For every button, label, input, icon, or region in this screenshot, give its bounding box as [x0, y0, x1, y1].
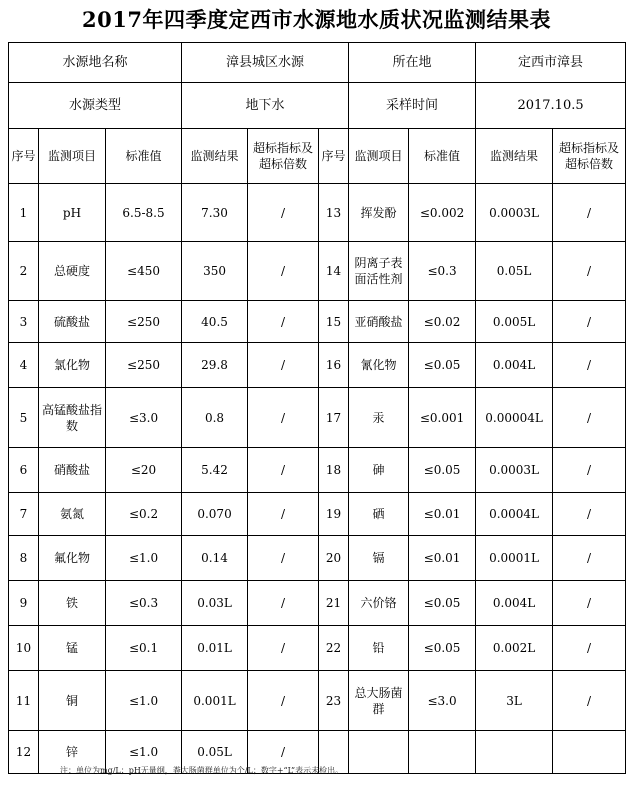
left-result-cell: 350: [182, 242, 248, 301]
left-no-cell: 2: [9, 242, 39, 301]
info-row-type: [9, 83, 626, 129]
header-item-left: 监测项目: [39, 129, 106, 184]
right-exceed-cell: /: [553, 343, 626, 388]
page-title: 2017年四季度定西市水源地水质状况监测结果表: [82, 7, 551, 32]
right-exceed-cell: /: [553, 671, 626, 731]
right-result-cell: 0.002L: [476, 626, 553, 671]
sample-time-label: 采样时间: [349, 83, 476, 129]
left-item-cell: 铁: [39, 581, 106, 626]
left-exceed-cell: /: [248, 343, 319, 388]
left-std-cell: ≤1.0: [106, 671, 182, 731]
left-exceed-cell: /: [248, 493, 319, 536]
left-no-cell: 3: [9, 301, 39, 343]
right-result-cell: 0.05L: [476, 242, 553, 301]
table-row: [9, 671, 626, 731]
right-item-cell: 挥发酚: [349, 184, 409, 242]
right-std-cell: [409, 731, 476, 774]
right-result-cell: [476, 731, 553, 774]
left-item-cell: 氟化物: [39, 536, 106, 581]
right-std-cell: ≤0.05: [409, 626, 476, 671]
table-row: [9, 242, 626, 301]
info-row-name: [9, 43, 626, 83]
right-no-cell: 14: [319, 242, 349, 301]
right-result-cell: 3L: [476, 671, 553, 731]
right-exceed-cell: /: [553, 242, 626, 301]
left-no-cell: 10: [9, 626, 39, 671]
left-result-cell: 0.01L: [182, 626, 248, 671]
right-item-cell: 汞: [349, 388, 409, 448]
left-exceed-cell: /: [248, 626, 319, 671]
left-std-cell: ≤450: [106, 242, 182, 301]
right-item-cell: 阴离子表面活性剂: [349, 242, 409, 301]
right-item-cell: 亚硝酸盐: [349, 301, 409, 343]
right-no-cell: 19: [319, 493, 349, 536]
left-exceed-cell: /: [248, 536, 319, 581]
right-no-cell: 17: [319, 388, 349, 448]
right-result-cell: 0.0003L: [476, 184, 553, 242]
header-row: [9, 129, 626, 184]
left-no-cell: 1: [9, 184, 39, 242]
left-item-cell: 锌: [39, 731, 106, 774]
left-std-cell: ≤250: [106, 343, 182, 388]
left-exceed-cell: /: [248, 301, 319, 343]
right-item-cell: 镉: [349, 536, 409, 581]
right-no-cell: 16: [319, 343, 349, 388]
left-std-cell: ≤250: [106, 301, 182, 343]
right-item-cell: 硒: [349, 493, 409, 536]
left-no-cell: 12: [9, 731, 39, 774]
right-exceed-cell: /: [553, 536, 626, 581]
left-exceed-cell: /: [248, 448, 319, 493]
right-result-cell: 0.0003L: [476, 448, 553, 493]
left-exceed-cell: /: [248, 388, 319, 448]
right-std-cell: ≤0.05: [409, 448, 476, 493]
left-std-cell: ≤1.0: [106, 536, 182, 581]
header-standard-right: 标准值: [409, 129, 476, 184]
right-exceed-cell: /: [553, 184, 626, 242]
right-item-cell: 氰化物: [349, 343, 409, 388]
header-result-left: 监测结果: [182, 129, 248, 184]
right-result-cell: 0.005L: [476, 301, 553, 343]
right-std-cell: ≤0.05: [409, 343, 476, 388]
right-no-cell: 21: [319, 581, 349, 626]
left-item-cell: 高锰酸盐指数: [39, 388, 106, 448]
left-std-cell: ≤0.1: [106, 626, 182, 671]
left-result-cell: 0.8: [182, 388, 248, 448]
right-exceed-cell: /: [553, 626, 626, 671]
right-exceed-cell: /: [553, 493, 626, 536]
left-result-cell: 0.070: [182, 493, 248, 536]
right-no-cell: 20: [319, 536, 349, 581]
left-no-cell: 4: [9, 343, 39, 388]
right-result-cell: 0.0004L: [476, 493, 553, 536]
right-std-cell: ≤0.05: [409, 581, 476, 626]
left-result-cell: 0.001L: [182, 671, 248, 731]
right-no-cell: 15: [319, 301, 349, 343]
header-exceed-left: 超标指标及超标倍数: [248, 129, 319, 184]
left-item-cell: 铜: [39, 671, 106, 731]
left-no-cell: 6: [9, 448, 39, 493]
right-std-cell: ≤0.3: [409, 242, 476, 301]
left-no-cell: 11: [9, 671, 39, 731]
right-std-cell: ≤0.01: [409, 493, 476, 536]
left-result-cell: 0.14: [182, 536, 248, 581]
right-exceed-cell: /: [553, 448, 626, 493]
left-result-cell: 0.03L: [182, 581, 248, 626]
table-body: [9, 43, 626, 774]
left-std-cell: 6.5-8.5: [106, 184, 182, 242]
right-no-cell: 22: [319, 626, 349, 671]
right-std-cell: ≤0.01: [409, 536, 476, 581]
results-table: [8, 42, 626, 774]
left-item-cell: 氯化物: [39, 343, 106, 388]
left-item-cell: 氨氮: [39, 493, 106, 536]
left-std-cell: ≤1.0: [106, 731, 182, 774]
left-std-cell: ≤20: [106, 448, 182, 493]
header-result-right: 监测结果: [476, 129, 553, 184]
left-exceed-cell: /: [248, 184, 319, 242]
right-std-cell: ≤3.0: [409, 671, 476, 731]
right-item-cell: 总大肠菌群: [349, 671, 409, 731]
left-result-cell: 7.30: [182, 184, 248, 242]
right-item-cell: 六价铬: [349, 581, 409, 626]
sample-time-value: 2017.10.5: [476, 83, 626, 129]
left-item-cell: pH: [39, 184, 106, 242]
header-exceed-right: 超标指标及超标倍数: [553, 129, 626, 184]
table-row: [9, 184, 626, 242]
right-exceed-cell: [553, 731, 626, 774]
table-row: [9, 493, 626, 536]
left-result-cell: 40.5: [182, 301, 248, 343]
left-item-cell: 锰: [39, 626, 106, 671]
left-exceed-cell: /: [248, 671, 319, 731]
footnote: 注：单位为mg/L；pH无量纲，粪大肠菌群单位为个/L；数字+“L”表示未检出。: [60, 766, 344, 775]
location-label: 所在地: [349, 43, 476, 83]
left-item-cell: 硫酸盐: [39, 301, 106, 343]
source-type-value: 地下水: [182, 83, 349, 129]
table-row: [9, 581, 626, 626]
table-row: [9, 343, 626, 388]
right-result-cell: 0.004L: [476, 343, 553, 388]
right-std-cell: ≤0.001: [409, 388, 476, 448]
right-result-cell: 0.0001L: [476, 536, 553, 581]
right-no-cell: 23: [319, 671, 349, 731]
left-std-cell: ≤3.0: [106, 388, 182, 448]
header-standard-left: 标准值: [106, 129, 182, 184]
right-item-cell: 铅: [349, 626, 409, 671]
header-seq-left: 序号: [9, 129, 39, 184]
header-seq-right: 序号: [319, 129, 349, 184]
right-no-cell: 13: [319, 184, 349, 242]
right-item-cell: 砷: [349, 448, 409, 493]
source-name-label: 水源地名称: [9, 43, 182, 83]
table-row: [9, 626, 626, 671]
right-std-cell: ≤0.002: [409, 184, 476, 242]
left-std-cell: ≤0.3: [106, 581, 182, 626]
left-result-cell: 5.42: [182, 448, 248, 493]
table-row: [9, 301, 626, 343]
table-row: [9, 448, 626, 493]
left-exceed-cell: /: [248, 731, 319, 774]
right-result-cell: 0.00004L: [476, 388, 553, 448]
right-result-cell: 0.004L: [476, 581, 553, 626]
location-value: 定西市漳县: [476, 43, 626, 83]
table-row: [9, 388, 626, 448]
right-exceed-cell: /: [553, 581, 626, 626]
right-item-cell: [349, 731, 409, 774]
left-item-cell: 硝酸盐: [39, 448, 106, 493]
left-exceed-cell: /: [248, 581, 319, 626]
source-type-label: 水源类型: [9, 83, 182, 129]
right-exceed-cell: /: [553, 301, 626, 343]
left-no-cell: 5: [9, 388, 39, 448]
left-no-cell: 7: [9, 493, 39, 536]
left-std-cell: ≤0.2: [106, 493, 182, 536]
right-no-cell: 18: [319, 448, 349, 493]
left-item-cell: 总硬度: [39, 242, 106, 301]
right-std-cell: ≤0.02: [409, 301, 476, 343]
left-exceed-cell: /: [248, 242, 319, 301]
source-name-value: 漳县城区水源: [182, 43, 349, 83]
left-no-cell: 9: [9, 581, 39, 626]
right-exceed-cell: /: [553, 388, 626, 448]
left-result-cell: 29.8: [182, 343, 248, 388]
left-no-cell: 8: [9, 536, 39, 581]
table-row: [9, 536, 626, 581]
left-result-cell: 0.05L: [182, 731, 248, 774]
header-item-right: 监测项目: [349, 129, 409, 184]
